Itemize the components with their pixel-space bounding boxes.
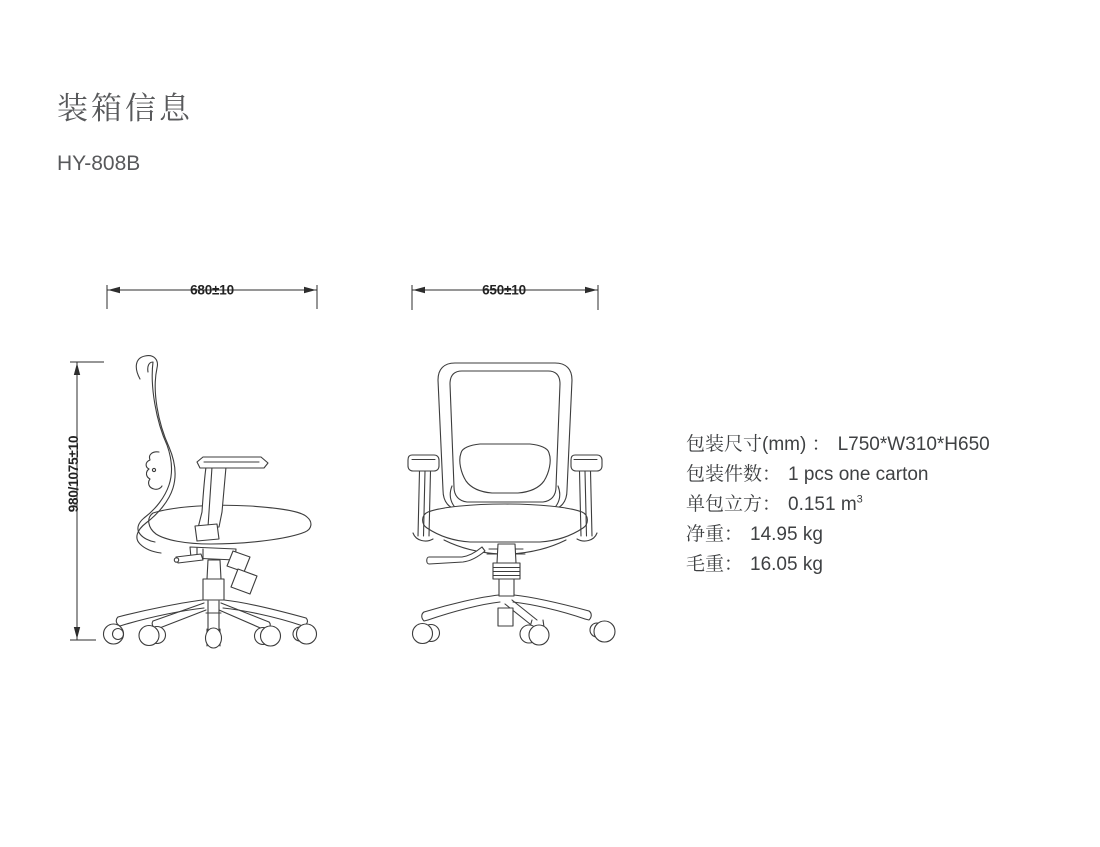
spec-value: L750*W310*H650: [837, 434, 990, 455]
spec-value: 1 pcs one carton: [788, 464, 929, 485]
spec-row-gross-weight: [686, 550, 990, 580]
spec-value-superscript: 3: [856, 493, 863, 506]
front-view-width-dimension: 650±10: [482, 282, 526, 298]
spec-label: 包装尺寸(mm) ：: [686, 434, 831, 455]
page-title: 装箱信息: [57, 91, 193, 126]
spec-label: 包装件数：: [686, 464, 782, 485]
spec-row-package-volume: [686, 490, 990, 520]
spec-value: 16.05 kg: [750, 554, 823, 575]
chair-front-view-drawing: [408, 363, 615, 645]
chair-side-view-drawing: [104, 356, 317, 648]
spec-label: 毛重：: [686, 554, 744, 575]
side-view-height-dimension: 980/1075±10: [66, 435, 81, 513]
side-view-width-dimension: 680±10: [190, 282, 234, 298]
spec-label: 单包立方：: [686, 494, 782, 515]
technical-drawing-area: [50, 255, 650, 660]
spec-row-package-size: [686, 430, 990, 460]
spec-row-package-count: [686, 460, 990, 490]
spec-label: 净重：: [686, 524, 744, 545]
spec-row-net-weight: [686, 520, 990, 550]
packing-specs: [686, 430, 990, 580]
model-number: HY-808B: [57, 152, 141, 175]
spec-value: 0.151 m: [788, 494, 857, 515]
spec-value: 14.95 kg: [750, 524, 823, 545]
